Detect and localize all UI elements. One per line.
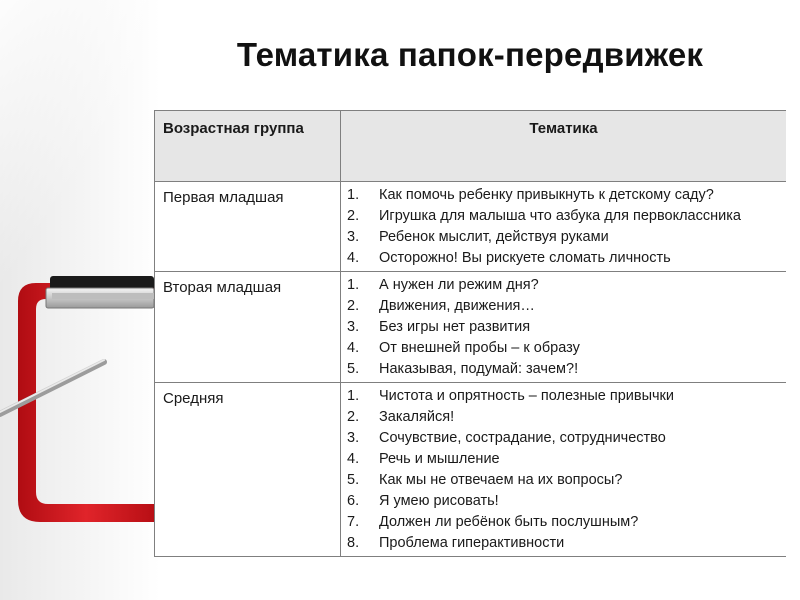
topic-text: Чистота и опрятность – полезные привычки — [379, 388, 674, 404]
topic-text: Закаляйся! — [379, 409, 455, 425]
list-item: 2. Игрушка для малыша что азбука для первоклассника — [347, 208, 741, 224]
age-group-cell: Вторая младшая — [155, 272, 341, 383]
list-item: 1. А нужен ли режим дня? — [347, 277, 539, 293]
list-item: 4. Речь и мышление — [347, 451, 500, 467]
topic-text: Как мы не отвечаем на их вопросы? — [379, 472, 623, 488]
topic-text: Должен ли ребёнок быть послушным? — [379, 514, 639, 530]
list-item: 3. Без игры нет развития — [347, 319, 531, 335]
topic-text: Игрушка для малыша что азбука для первоклассника — [379, 208, 741, 224]
list-item: 5. Как мы не отвечаем на их вопросы? — [347, 472, 623, 488]
list-item: 4. От внешней пробы – к образу — [347, 340, 580, 356]
page-title: Тематика папок-передвижек — [236, 36, 704, 73]
header-age-group: Возрастная группа — [155, 111, 341, 182]
topic-text: Без игры нет развития — [379, 319, 531, 335]
table-row — [155, 272, 787, 383]
topic-text: Проблема гиперактивности — [379, 535, 565, 551]
age-group-cell: Средняя — [155, 383, 341, 557]
topics-table — [154, 110, 786, 557]
list-item: 3. Сочувствие, сострадание, сотрудничество — [347, 430, 666, 446]
topics-table-container — [154, 110, 786, 600]
list-item: 1. Как помочь ребенку привыкнуть к детскому саду? — [347, 187, 714, 203]
topic-text: Движения, движения… — [379, 298, 535, 314]
topics-list — [347, 275, 778, 380]
table-header-row — [155, 111, 787, 182]
list-item: 2. Закаляйся! — [347, 409, 455, 425]
header-topics: Тематика — [341, 111, 787, 182]
list-item: 3. Ребенок мыслит, действуя руками — [347, 229, 609, 245]
list-item: 4. Осторожно! Вы рискуете сломать личность — [347, 250, 671, 266]
list-item: 6. Я умею рисовать! — [347, 493, 499, 509]
topics-cell — [341, 383, 787, 557]
topic-text: А нужен ли режим дня? — [379, 277, 539, 293]
topic-text: Я умею рисовать! — [379, 493, 499, 509]
topics-cell — [341, 272, 787, 383]
topic-text: Речь и мышление — [379, 451, 500, 467]
table-row — [155, 383, 787, 557]
topic-text: Наказывая, подумай: зачем?! — [379, 361, 579, 377]
list-item: 8. Проблема гиперактивности — [347, 535, 565, 551]
topic-text: Осторожно! Вы рискуете сломать личность — [379, 250, 671, 266]
pen-icon — [0, 360, 104, 414]
list-item: 5. Наказывая, подумай: зачем?! — [347, 361, 579, 377]
list-item: 7. Должен ли ребёнок быть послушным? — [347, 514, 639, 530]
topic-text: Ребенок мыслит, действуя руками — [379, 229, 609, 245]
topic-text: Сочувствие, сострадание, сотрудничество — [379, 430, 666, 446]
table-row — [155, 182, 787, 272]
list-item: 2. Движения, движения… — [347, 298, 535, 314]
topic-text: Как помочь ребенку привыкнуть к детскому саду? — [379, 187, 714, 203]
age-group-cell: Первая младшая — [155, 182, 341, 272]
topics-list — [347, 185, 778, 269]
topics-cell — [341, 182, 787, 272]
topics-list — [347, 386, 778, 554]
topic-text: От внешней пробы – к образу — [379, 340, 580, 356]
list-item: 1. Чистота и опрятность – полезные привычки — [347, 388, 674, 404]
